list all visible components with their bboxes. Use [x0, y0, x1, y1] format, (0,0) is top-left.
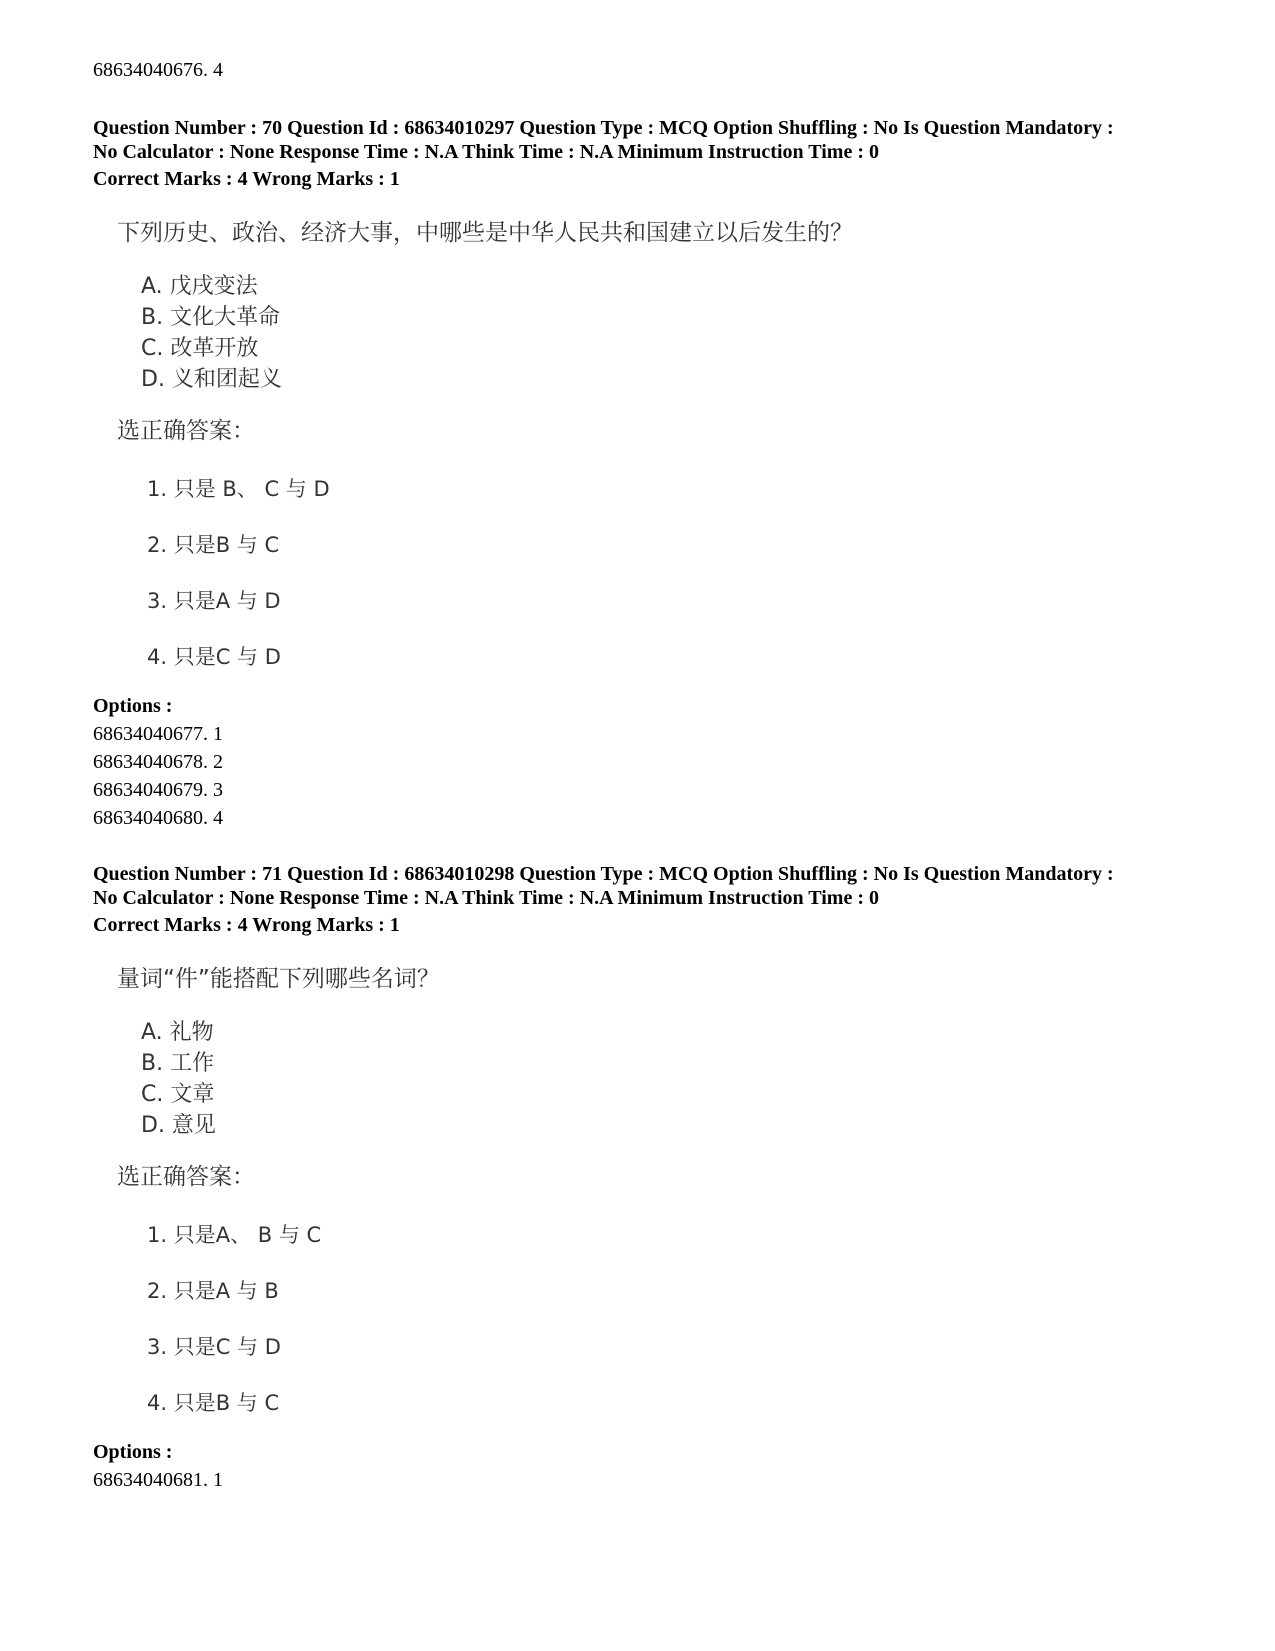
answer-3: 3. 只是C 与 D: [147, 1335, 281, 1359]
choice-c: C. 改革开放: [141, 336, 259, 361]
question-stem: 下列历史、政治、经济大事，中哪些是中华人民共和国建立以后发生的？: [117, 220, 853, 246]
choice-d: D. 意见: [141, 1113, 216, 1138]
question-marks: Correct Marks : 4 Wrong Marks : 1: [93, 168, 400, 190]
choice-b: B. 工作: [141, 1051, 215, 1076]
option-line: 68634040680. 4: [93, 807, 223, 829]
choice-c: C. 文章: [141, 1082, 215, 1107]
answer-4: 4. 只是B 与 C: [147, 1391, 280, 1415]
choice-d: D. 义和团起义: [141, 367, 282, 392]
answer-2: 2. 只是A 与 B: [147, 1279, 279, 1303]
question-meta-line-1: Question Number : 71 Question Id : 68634010298 Question Type : MCQ Option Shuffling : No Is Question Mandatory :: [93, 863, 1114, 885]
answer-3: 3. 只是A 与 D: [147, 589, 281, 613]
option-line: 68634040677. 1: [93, 723, 223, 745]
answer-4: 4. 只是C 与 D: [147, 645, 281, 669]
previous-option-line: 68634040676. 4: [93, 59, 223, 81]
choice-a: A. 戊戌变法: [141, 274, 258, 299]
choice-b: B. 文化大革命: [141, 305, 281, 330]
choice-a: A. 礼物: [141, 1020, 214, 1045]
question-meta-line-2: No Calculator : None Response Time : N.A Think Time : N.A Minimum Instruction Time : 0: [93, 887, 879, 909]
options-label: Options :: [93, 1441, 173, 1463]
option-line: 68634040678. 2: [93, 751, 223, 773]
question-stem: 量词“件”能搭配下列哪些名词？: [117, 966, 440, 992]
option-line: 68634040681. 1: [93, 1469, 223, 1491]
answer-2: 2. 只是B 与 C: [147, 533, 280, 557]
answer-prompt: 选正确答案：: [117, 1164, 255, 1190]
question-meta-line-2: No Calculator : None Response Time : N.A Think Time : N.A Minimum Instruction Time : 0: [93, 141, 879, 163]
answer-1: 1. 只是A、 B 与 C: [147, 1223, 322, 1247]
question-meta-line-1: Question Number : 70 Question Id : 68634010297 Question Type : MCQ Option Shuffling : No Is Question Mandatory :: [93, 117, 1114, 139]
answer-1: 1. 只是 B、 C 与 D: [147, 477, 330, 501]
question-marks: Correct Marks : 4 Wrong Marks : 1: [93, 914, 400, 936]
answer-prompt: 选正确答案：: [117, 418, 255, 444]
options-label: Options :: [93, 695, 173, 717]
option-line: 68634040679. 3: [93, 779, 223, 801]
